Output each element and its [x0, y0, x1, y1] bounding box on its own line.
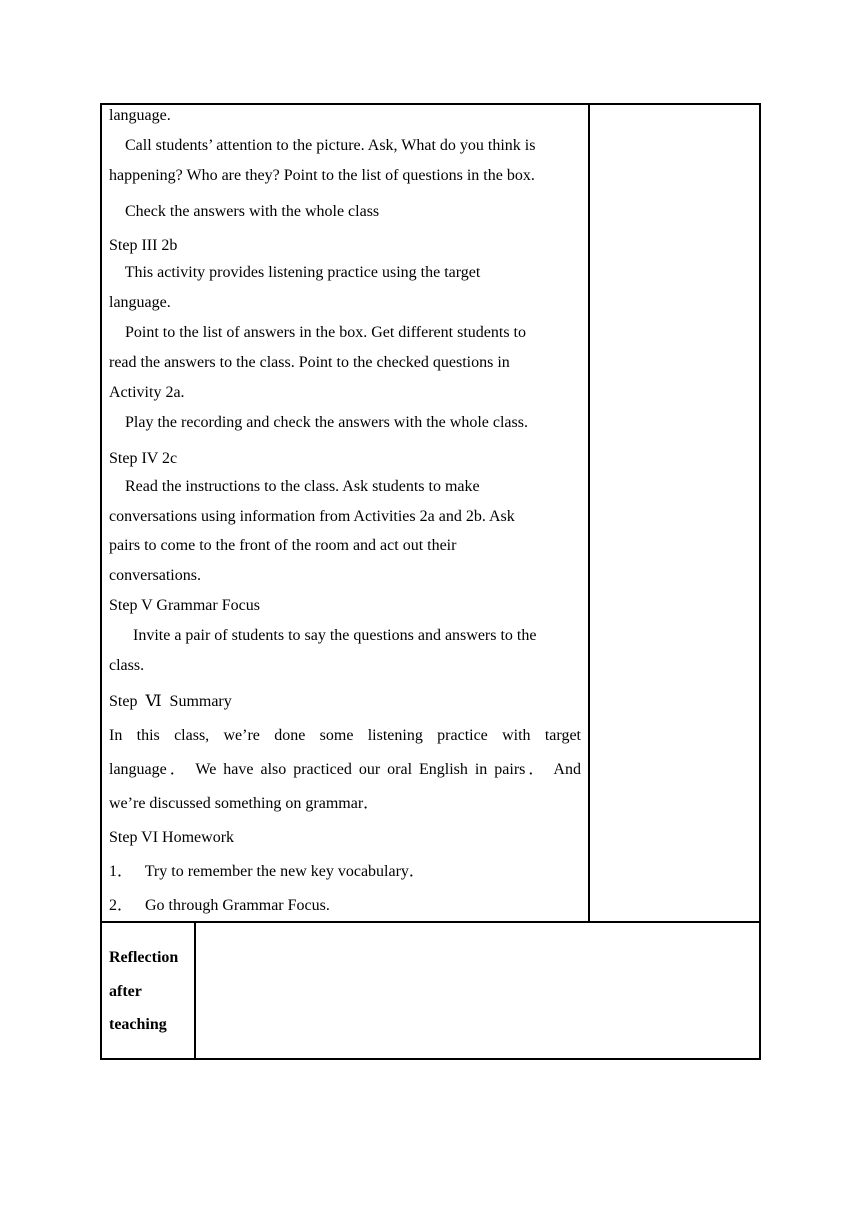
- text-line: read the answers to the class. Point to the checked questions in: [109, 354, 510, 371]
- text-line: Activity 2a.: [109, 384, 185, 401]
- list-item: 1． Try to remember the new key vocabulary．: [109, 863, 425, 880]
- text-line: conversations using information from Activities 2a and 2b. Ask: [109, 508, 515, 525]
- text-line: Call students’ attention to the picture. Ask, What do you think is: [109, 137, 536, 154]
- text-line: This activity provides listening practice using the target: [109, 264, 481, 281]
- text-line: class.: [109, 657, 145, 674]
- reflection-label-line: teaching: [109, 1016, 167, 1033]
- reflection-label-line: Reflection: [109, 949, 179, 966]
- text-line: Point to the list of answers in the box. Get different students to: [109, 324, 526, 341]
- step-heading: Step VI Homework: [109, 829, 235, 846]
- text-line: language.: [109, 107, 171, 124]
- text-line: Play the recording and check the answers with the whole class.: [109, 414, 528, 431]
- text-line: Check the answers with the whole class: [109, 203, 380, 220]
- text-line: conversations.: [109, 567, 201, 584]
- reflection-label-line: after: [109, 983, 142, 1000]
- text-line: language.: [109, 294, 171, 311]
- list-item: 2． Go through Grammar Focus.: [109, 897, 330, 914]
- text-line: pairs to come to the front of the room and act out their: [109, 537, 457, 554]
- step-heading: Step IV 2c: [109, 450, 178, 467]
- step-heading: Step III 2b: [109, 237, 178, 254]
- column-divider-reflection: [194, 922, 196, 1059]
- text-line: language． We have also practiced our oral English in pairs． And: [109, 761, 581, 778]
- column-divider-notes: [588, 103, 590, 922]
- table-bottom-border: [101, 1058, 760, 1060]
- row-divider: [101, 921, 760, 923]
- table-right-border: [759, 103, 761, 1060]
- text-line: Read the instructions to the class. Ask students to make: [109, 478, 480, 495]
- step-heading: Step Ⅵ Summary: [109, 693, 232, 710]
- text-line: happening? Who are they? Point to the list of questions in the box.: [109, 167, 535, 184]
- text-line: In this class, we’re done some listening practice with target: [109, 727, 581, 744]
- text-line: Invite a pair of students to say the questions and answers to the: [109, 627, 537, 644]
- table-top-border: [101, 103, 760, 105]
- text-line: we’re discussed something on grammar．: [109, 795, 380, 812]
- step-heading: Step V Grammar Focus: [109, 597, 260, 614]
- table-left-border: [100, 103, 102, 1060]
